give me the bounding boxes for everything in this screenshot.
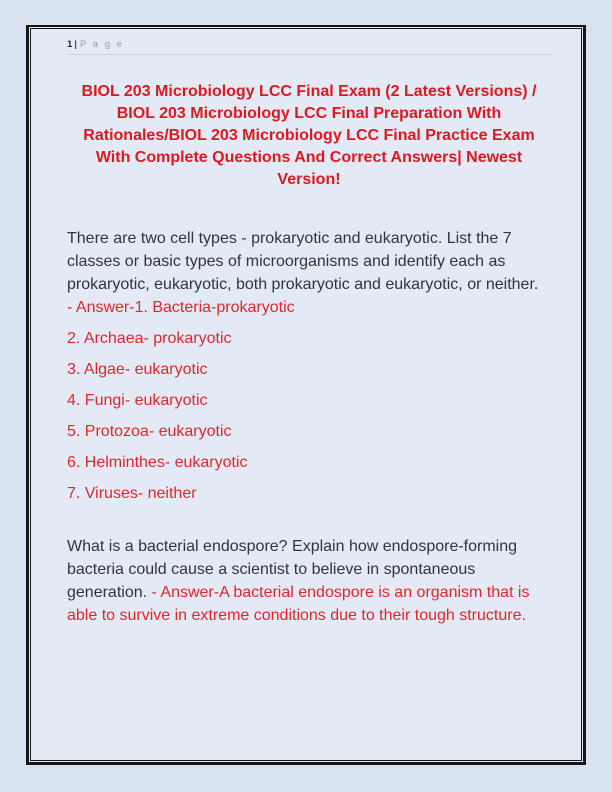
question-2-text: What is a bacterial endospore? Explain how endospore-forming bacteria could cause a scientist to believe in spontaneous generation.: [67, 538, 518, 601]
question-2-paragraph: [67, 535, 545, 627]
document-title: BIOL 203 Microbiology LCC Final Exam (2 Latest Versions) / BIOL 203 Microbiology LCC Final Preparation With Rationales/BIOL 203 Microbiology LCC Final Practice Exam With Complete Questions And Correct Answers| Newest Version!: [81, 83, 537, 188]
answer-list-item: 7. Viruses- neither: [67, 485, 197, 502]
answer-list-item: 3. Algae- eukaryotic: [67, 361, 208, 378]
question-2-answer: - Answer-A bacterial endospore is an organism that is able to survive in extreme conditions due to their tough structure.: [67, 584, 530, 624]
page-header-separator: |: [74, 39, 77, 50]
question-1-paragraph: [67, 227, 545, 319]
answer-list-item: 5. Protozoa- eukaryotic: [67, 423, 232, 440]
answer-list-item: 4. Fungi- eukaryotic: [67, 392, 208, 409]
question-1-answer: - Answer-1. Bacteria-prokaryotic: [67, 299, 295, 316]
answer-list-item: 2. Archaea- prokaryotic: [67, 330, 232, 347]
answer-list-item: 6. Helminthes- eukaryotic: [67, 454, 248, 471]
question-1-text: There are two cell types - prokaryotic and eukaryotic. List the 7 classes or basic types of microorganisms and identify each as prokaryotic, eukaryotic, both prokaryotic and eukaryotic, or neither.: [67, 230, 539, 293]
page-header: [67, 39, 551, 55]
page-number: 1: [67, 39, 73, 50]
page-header-label: P a g e: [79, 39, 124, 50]
document-page: [26, 25, 586, 765]
page-border-inner: [30, 28, 582, 761]
